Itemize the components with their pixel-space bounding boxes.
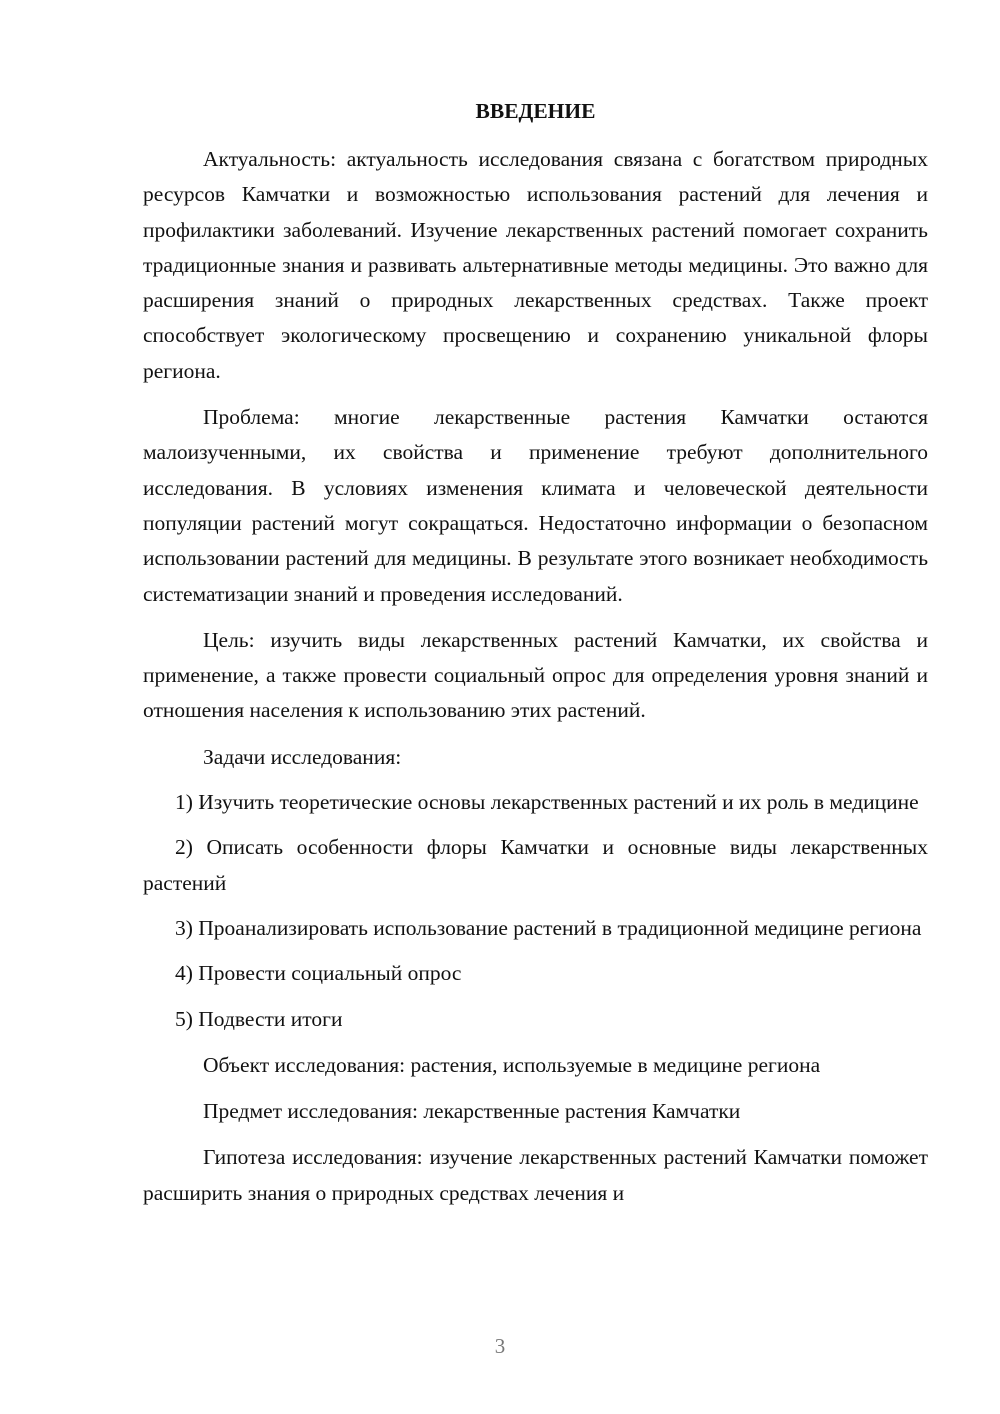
task-item-3: 3) Проанализировать использование растений в традиционной медицине региона: [175, 915, 922, 940]
problem-paragraph: Проблема: многие лекарственные растения Камчатки остаются малоизученными, их свойства и применение требуют дополнительного исследования. В условиях изменения климата и человеческой деятельности популяции растений могут сокращаться. Недостаточно информации о безопасном использовании растений для медицины. В результате этого возникает необходимость систематизации знаний и проведения исследований.: [143, 405, 928, 606]
goal-paragraph: Цель: изучить виды лекарственных растений Камчатки, их свойства и применение, а также провести социальный опрос для определения уровня знаний и отношения населения к использованию этих растений.: [143, 627, 928, 723]
page-body: [143, 94, 928, 1211]
object-paragraph: Объект исследования: растения, используемые в медицине региона: [203, 1052, 821, 1077]
subject-paragraph: Предмет исследования: лекарственные растения Камчатки: [203, 1099, 741, 1124]
section-heading: ВВЕДЕНИЕ: [475, 99, 596, 123]
task-item-4: 4) Провести социальный опрос: [175, 961, 462, 986]
hypothesis-paragraph: Гипотеза исследования: изучение лекарственных растений Камчатки поможет расширить знания о природных средствах лечения и: [143, 1145, 928, 1205]
task-item-5: 5) Подвести итоги: [175, 1006, 343, 1031]
relevance-paragraph: Актуальность: актуальность исследования связана с богатством природных ресурсов Камчатки и возможностью использования растений для лечения и профилактики заболеваний. Изучение лекарственных растений помогает сохранить традиционные знания и развивать альтернативные методы медицины. Это важно для расширения знаний о природных лекарственных средствах. Также проект способствует экологическому просвещению и сохранению уникальной флоры региона.: [143, 147, 928, 383]
task-item-2: 2) Описать особенности флоры Камчатки и основные виды лекарственных растений: [143, 835, 928, 895]
page-number: 3: [494, 1334, 506, 1358]
tasks-title: Задачи исследования:: [203, 744, 402, 769]
task-item-1: 1) Изучить теоретические основы лекарственных растений и их роль в медицине: [175, 790, 919, 815]
